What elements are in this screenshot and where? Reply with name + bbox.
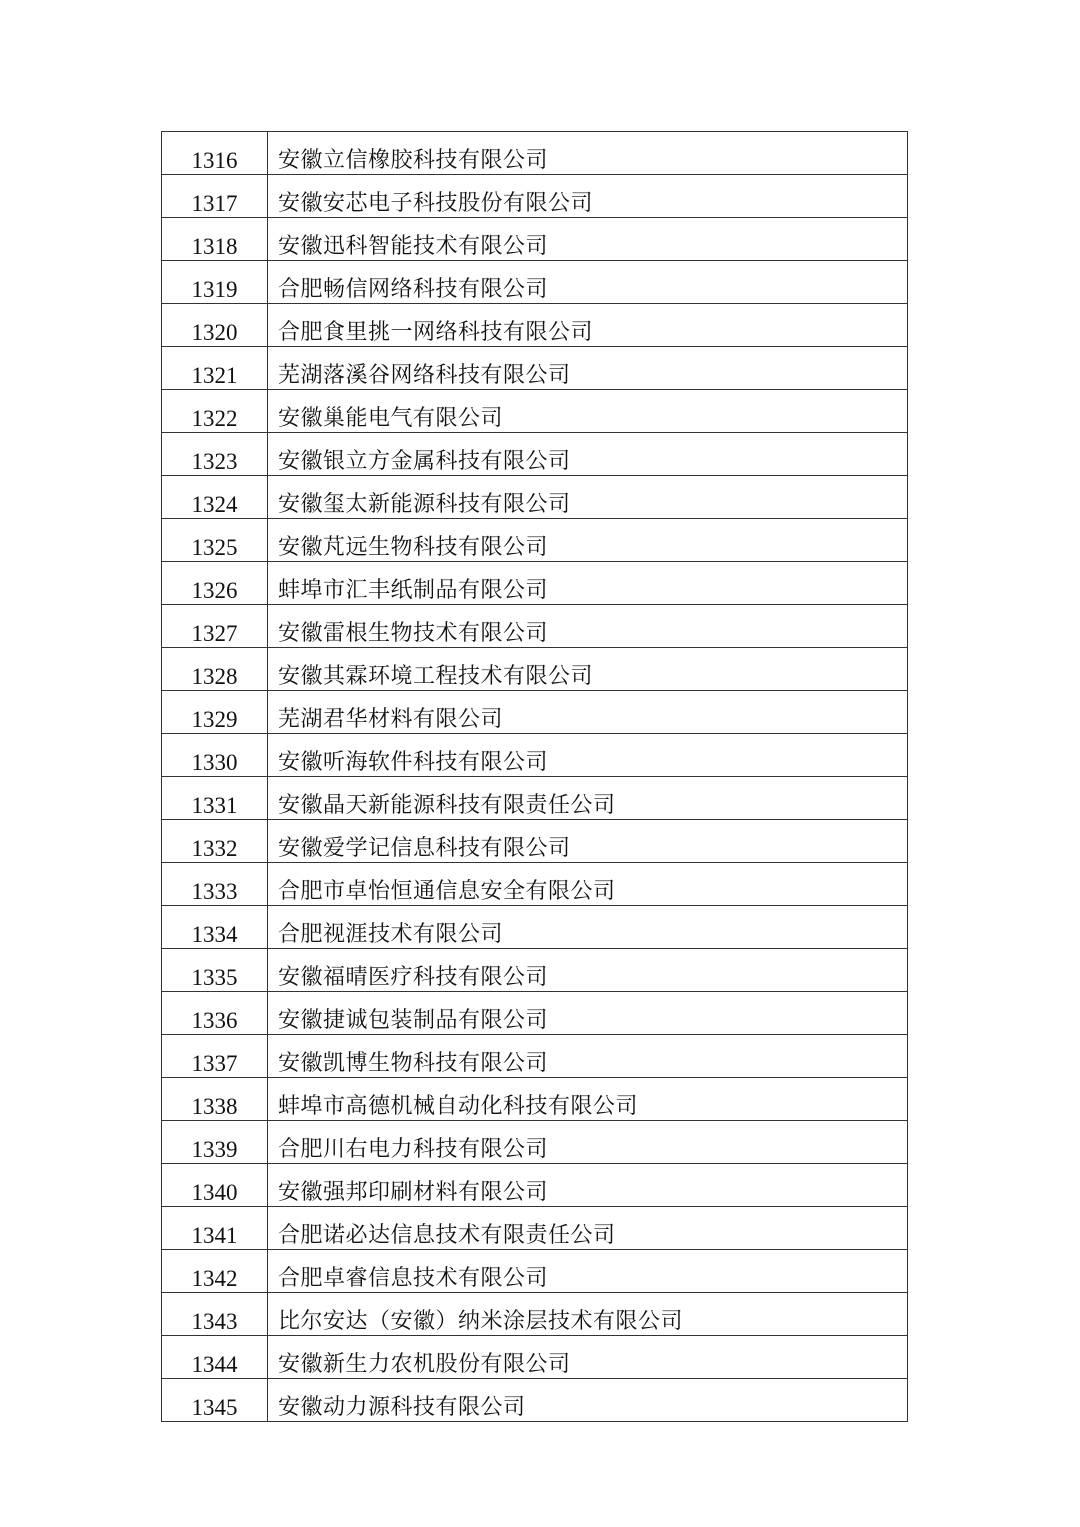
table-row: [162, 1250, 908, 1293]
company-name: 安徽银立方金属科技有限公司: [268, 433, 908, 476]
row-number: 1324: [162, 476, 268, 519]
row-number: 1339: [162, 1121, 268, 1164]
row-number: 1316: [162, 132, 268, 175]
row-number: 1338: [162, 1078, 268, 1121]
table-row: [162, 1164, 908, 1207]
company-list-table: [161, 131, 908, 1422]
table-row: [162, 648, 908, 691]
company-name: 合肥市卓怡恒通信息安全有限公司: [268, 863, 908, 906]
row-number: 1344: [162, 1336, 268, 1379]
row-number: 1343: [162, 1293, 268, 1336]
row-number: 1327: [162, 605, 268, 648]
company-name: 安徽捷诚包装制品有限公司: [268, 992, 908, 1035]
company-name: 合肥食里挑一网络科技有限公司: [268, 304, 908, 347]
company-name: 安徽巢能电气有限公司: [268, 390, 908, 433]
table-row: [162, 1379, 908, 1422]
company-name: 安徽爱学记信息科技有限公司: [268, 820, 908, 863]
table-row: [162, 777, 908, 820]
row-number: 1330: [162, 734, 268, 777]
company-name: 芜湖落溪谷网络科技有限公司: [268, 347, 908, 390]
row-number: 1336: [162, 992, 268, 1035]
company-name: 安徽其霖环境工程技术有限公司: [268, 648, 908, 691]
table-row: [162, 390, 908, 433]
table-row: [162, 906, 908, 949]
table-row: [162, 1078, 908, 1121]
company-name: 安徽动力源科技有限公司: [268, 1379, 908, 1422]
company-name: 芜湖君华材料有限公司: [268, 691, 908, 734]
table-row: [162, 132, 908, 175]
row-number: 1328: [162, 648, 268, 691]
row-number: 1342: [162, 1250, 268, 1293]
company-name: 比尔安达（安徽）纳米涂层技术有限公司: [268, 1293, 908, 1336]
company-name: 安徽晶天新能源科技有限责任公司: [268, 777, 908, 820]
company-name: 安徽新生力农机股份有限公司: [268, 1336, 908, 1379]
table-row: [162, 1207, 908, 1250]
table-row: [162, 304, 908, 347]
company-name: 合肥川右电力科技有限公司: [268, 1121, 908, 1164]
company-name: 安徽玺太新能源科技有限公司: [268, 476, 908, 519]
row-number: 1345: [162, 1379, 268, 1422]
company-name: 安徽芃远生物科技有限公司: [268, 519, 908, 562]
row-number: 1337: [162, 1035, 268, 1078]
row-number: 1333: [162, 863, 268, 906]
company-name: 蚌埠市汇丰纸制品有限公司: [268, 562, 908, 605]
row-number: 1323: [162, 433, 268, 476]
row-number: 1335: [162, 949, 268, 992]
company-name: 合肥畅信网络科技有限公司: [268, 261, 908, 304]
row-number: 1329: [162, 691, 268, 734]
row-number: 1331: [162, 777, 268, 820]
table-row: [162, 1293, 908, 1336]
company-name: 蚌埠市高德机械自动化科技有限公司: [268, 1078, 908, 1121]
table-row: [162, 519, 908, 562]
company-name: 合肥卓睿信息技术有限公司: [268, 1250, 908, 1293]
row-number: 1321: [162, 347, 268, 390]
table-row: [162, 949, 908, 992]
table-row: [162, 734, 908, 777]
table-row: [162, 691, 908, 734]
company-name: 安徽立信橡胶科技有限公司: [268, 132, 908, 175]
table-row: [162, 347, 908, 390]
company-name: 安徽迅科智能技术有限公司: [268, 218, 908, 261]
table-row: [162, 1336, 908, 1379]
table-row: [162, 476, 908, 519]
row-number: 1317: [162, 175, 268, 218]
row-number: 1320: [162, 304, 268, 347]
row-number: 1340: [162, 1164, 268, 1207]
table-row: [162, 1121, 908, 1164]
company-name: 合肥诺必达信息技术有限责任公司: [268, 1207, 908, 1250]
table-row: [162, 433, 908, 476]
row-number: 1322: [162, 390, 268, 433]
table-row: [162, 820, 908, 863]
company-name: 安徽福晴医疗科技有限公司: [268, 949, 908, 992]
table-row: [162, 175, 908, 218]
table-row: [162, 218, 908, 261]
row-number: 1319: [162, 261, 268, 304]
table-row: [162, 1035, 908, 1078]
company-name: 安徽安芯电子科技股份有限公司: [268, 175, 908, 218]
row-number: 1326: [162, 562, 268, 605]
company-name: 安徽听海软件科技有限公司: [268, 734, 908, 777]
table-row: [162, 261, 908, 304]
table-row: [162, 863, 908, 906]
row-number: 1334: [162, 906, 268, 949]
table-row: [162, 605, 908, 648]
row-number: 1332: [162, 820, 268, 863]
row-number: 1341: [162, 1207, 268, 1250]
row-number: 1325: [162, 519, 268, 562]
company-name: 安徽凯博生物科技有限公司: [268, 1035, 908, 1078]
company-list-body: [162, 132, 908, 1422]
table-row: [162, 992, 908, 1035]
company-name: 安徽雷根生物技术有限公司: [268, 605, 908, 648]
table-row: [162, 562, 908, 605]
company-name: 合肥视涯技术有限公司: [268, 906, 908, 949]
company-name: 安徽强邦印刷材料有限公司: [268, 1164, 908, 1207]
row-number: 1318: [162, 218, 268, 261]
